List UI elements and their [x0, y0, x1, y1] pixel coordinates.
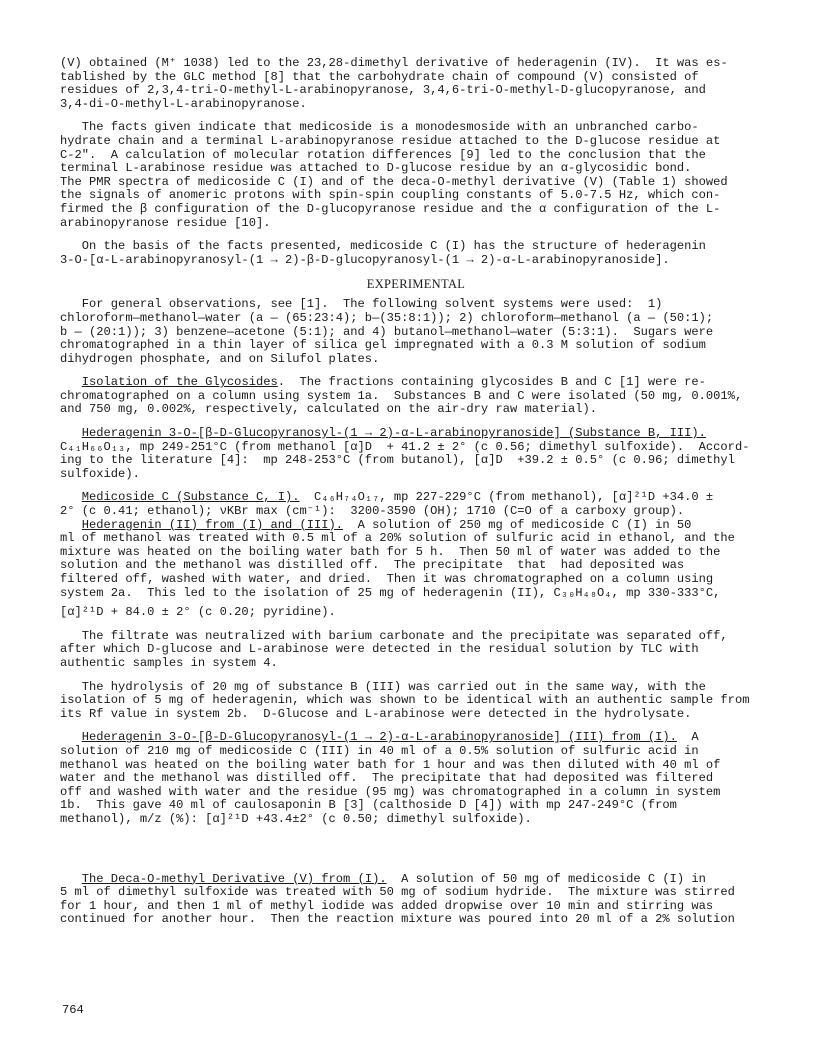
text-line: and 750 mg, 0.002%, respectively, calculated on the air-dry raw material). — [60, 402, 598, 417]
text-line: sulfoxide). — [60, 466, 140, 481]
text-line: [α]²¹D + 84.0 ± 2° (c 0.20; pyridine). — [60, 605, 336, 620]
text-line: 5 ml of dimethyl sulfoxide was treated with 50 mg of sodium hydride. The mixture was stirred — [60, 885, 735, 900]
text-line: 3-O-[α-L-arabinopyranosyl-(1 → 2)-β-D-glucopyranosyl-(1 → 2)-α-L-arabinopyranoside]. — [60, 252, 670, 267]
text-line: dihydrogen phosphate, and on Silufol plates. — [60, 351, 380, 366]
paragraph-7 — [60, 491, 772, 518]
text-line: For general observations, see [1]. The following solvent systems were used: 1) — [60, 297, 663, 312]
text-line — [60, 376, 772, 390]
section-heading: EXPERIMENTAL — [366, 277, 466, 292]
run-in-title: Hederagenin 3-O-[β-D-Glucopyranosyl-(1 → 2)-α-L-arabinopyranoside] (Substance B, III). — [81, 426, 706, 441]
text-line: off and washed with water and the residue (95 mg) was chromatographed in a column in system — [60, 784, 721, 799]
text-run: . The fractions containing glycosides B and C [1] were re- — [277, 375, 706, 390]
text-line: 3,4-di-O-methyl-L-arabinopyranose. — [60, 96, 307, 111]
text-line: (V) obtained (M⁺ 1038) led to the 23,28-dimethyl derivative of hederagenin (IV). It was es- — [60, 56, 728, 70]
text-run: A solution of 50 mg of medicoside C (I) in — [386, 871, 706, 886]
text-line: solution and the methanol was distilled off. The precipitate that had deposited was — [60, 558, 685, 573]
text-run: A solution of 250 mg of medicoside C (I) in 50 — [343, 517, 692, 532]
text-line: after which D-glucose and L-arabinose were detected in the residual solution by TLC with — [60, 642, 699, 657]
text-line: system 2a. This led to the isolation of 25 mg of hederagenin (II), C₃₀H₄₈O₄, mp 330-333°C, — [60, 585, 721, 600]
run-in-title: The Deca-O-methyl Derivative (V) from (I). — [81, 871, 387, 886]
text-line: hydrate chain and a terminal L-arabinopyranose residue attached to the D-glucose residue at — [60, 133, 721, 148]
paragraph-12 — [60, 873, 772, 927]
text-line — [60, 427, 772, 441]
text-line: arabinopyranose residue [10]. — [60, 215, 271, 230]
text-line: mixture was heated on the boiling water bath for 5 h. Then 50 ml of water was added to the — [60, 544, 721, 559]
text-run: C₄₆H₇₄O₁₇, mp 227-229°C (from methanol), [α]²¹D +34.0 ± — [299, 490, 714, 505]
text-line: On the basis of the facts presented, medicoside C (I) has the structure of hederagenin — [60, 239, 706, 254]
text-line — [60, 491, 772, 505]
text-line: chromatographed on a column using system 1a. Substances B and C were isolated (50 mg, 0.001%, — [60, 388, 743, 403]
text-line: b — (20:1)); 3) benzene—acetone (5:1); and 4) butanol—methanol—water (5:3:1). Sugars were — [60, 324, 714, 339]
text-line: for 1 hour, and then 1 ml of methyl iodide was added dropwise over 10 min and stirring was — [60, 898, 714, 913]
run-in-title: Hederagenin (II) from (I) and (III). — [81, 517, 344, 532]
paragraph-11 — [60, 731, 772, 826]
text-line — [60, 873, 772, 887]
text-line: authentic samples in system 4. — [60, 655, 278, 670]
text-line: firmed the β configuration of the D-glucopyranose residue and the α configuration of the L- — [60, 201, 721, 216]
paragraph-8 — [60, 519, 772, 620]
paragraph-9 — [60, 630, 772, 671]
text-line: 2° (c 0.41; ethanol); νKBr max (cm⁻¹): 3200-3590 (OH); 1710 (C=O of a carboxy group). — [60, 504, 685, 519]
text-line: filtered off, washed with water, and dried. Then it was chromatographed on a column using — [60, 572, 714, 586]
text-line: The PMR spectra of medicoside C (I) and of the deca-O-methyl derivative (V) (Table 1) showed — [60, 174, 728, 189]
text-line: chromatographed in a thin layer of silica gel impregnated with a 0.3 M solution of sodium — [60, 338, 706, 353]
text-line: The filtrate was neutralized with barium carbonate and the precipitate was separated off, — [60, 628, 728, 643]
run-in-title: Medicoside C (Substance C, I). — [81, 490, 300, 505]
text-line: isolation of 5 mg of hederagenin, which was shown to be identical with an authentic sample from — [60, 693, 750, 708]
paragraph-6 — [60, 427, 772, 481]
paragraph-10 — [60, 681, 772, 722]
text-line: tablished by the GLC method [8] that the carbohydrate chain of compound (V) consisted of — [60, 69, 699, 84]
paragraph-2 — [60, 121, 772, 230]
paragraph-5 — [60, 376, 772, 417]
text-line: methanol), m/z (%): [α]²¹D +43.4±2° (c 0.50; dimethyl sulfoxide). — [60, 811, 532, 826]
text-line: ml of methanol was treated with 0.5 ml of a 20% solution of sulfuric acid in ethanol, and the — [60, 531, 735, 546]
run-in-title: Hederagenin 3-O-[β-D-Glucopyranosyl-(1 → 2)-α-L-arabinopyranoside] (III) from (I). — [81, 730, 677, 745]
paragraph-4 — [60, 298, 772, 366]
text-line: The hydrolysis of 20 mg of substance B (III) was carried out in the same way, with the — [60, 679, 706, 694]
text-line: ing to the literature [4]: mp 248-253°C (from butanol), [α]D +39.2 ± 0.5° (c 0.96; dimethyl — [60, 453, 735, 468]
text-line: 1b. This gave 40 ml of caulosaponin B [3] (calthoside D [4]) with mp 247-249°C (from — [60, 798, 677, 813]
text-line: water and the methanol was distilled off. The precipitate that had deposited was filtered — [60, 771, 714, 786]
paragraph-3 — [60, 240, 772, 267]
text-line: residues of 2,3,4-tri-O-methyl-L-arabinopyranose, 3,4,6-tri-O-methyl-D-glucopyranose, and — [60, 83, 706, 98]
text-line: its Rf value in system 2b. D-Glucose and L-arabinose were detected in the hydrolysate. — [60, 706, 692, 721]
text-line: C-2". A calculation of molecular rotation differences [9] led to the conclusion that the — [60, 147, 706, 162]
text-line: methanol was heated on the boiling water bath for 1 hour and was then diluted with 40 ml of — [60, 757, 721, 772]
run-in-title: Isolation of the Glycosides — [81, 375, 278, 390]
text-line: chloroform—methanol—water (a — (65:23:4); b—(35:8:1)); 2) chloroform—methanol (a — (50:1); — [60, 310, 714, 325]
text-line: solution of 210 mg of medicoside C (III) in 40 ml of a 0.5% solution of sulfuric acid in — [60, 743, 699, 758]
text-line: The facts given indicate that medicoside is a monodesmoside with an unbranched carbo- — [60, 120, 699, 135]
text-line: C₄₁H₆₆O₁₃, mp 249-251°C (from methanol [α]D + 41.2 ± 2° (c 0.56; dimethyl sulfoxide). Accord- — [60, 439, 750, 454]
text-line: continued for another hour. Then the reaction mixture was poured into 20 ml of a 2% solution — [60, 912, 735, 927]
text-line — [60, 731, 772, 745]
page-number: 764 — [62, 1003, 84, 1017]
page-body — [60, 57, 772, 927]
text-run: A — [676, 730, 699, 745]
text-line: terminal L-arabinose residue was attached to D-glucose residue by an α-glycosidic bond. — [60, 161, 692, 176]
paragraph-1 — [60, 57, 772, 111]
text-line: the signals of anomeric protons with spin-spin coupling constants of 5.0-7.5 Hz, which con- — [60, 188, 721, 203]
text-line — [60, 519, 772, 533]
